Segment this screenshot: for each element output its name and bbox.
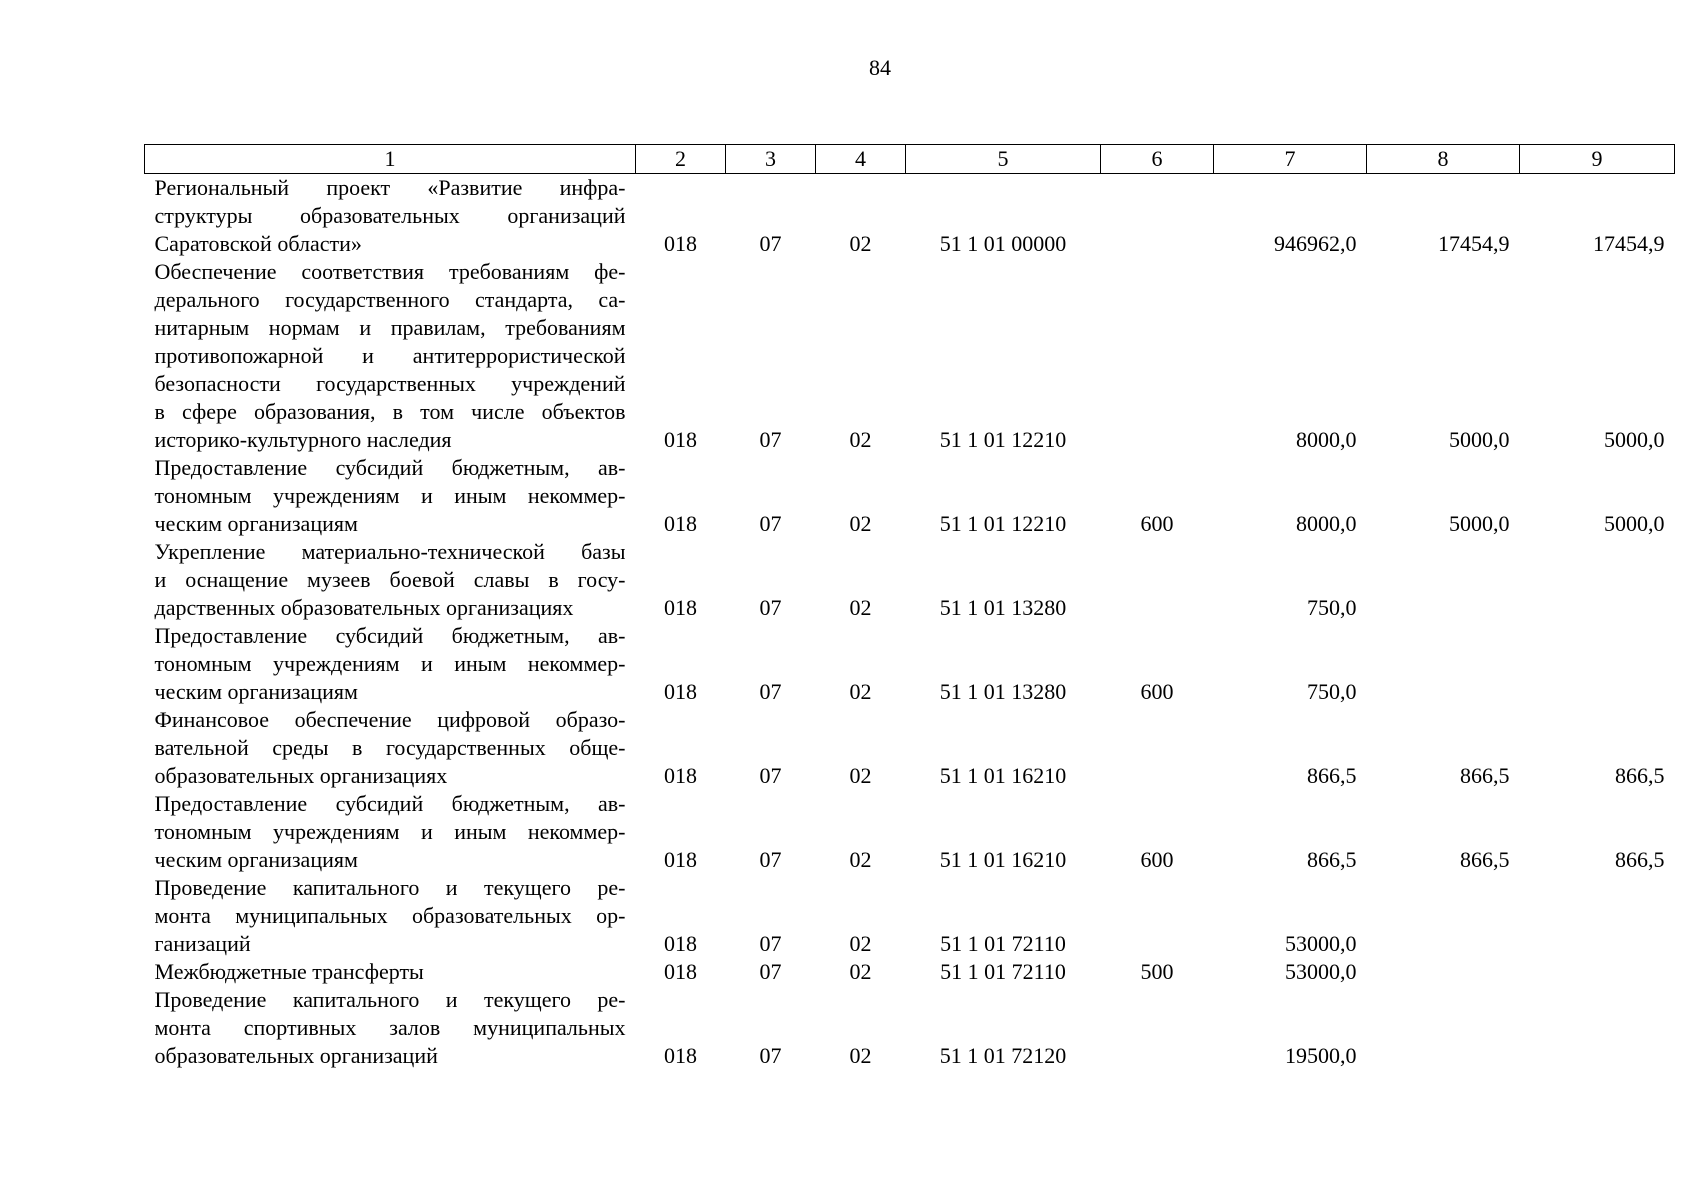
row-title-line: Саратовской области» — [154, 231, 362, 256]
division-code: 07 — [759, 959, 782, 984]
division-code: 07 — [759, 1043, 782, 1068]
row-title — [145, 454, 636, 538]
division-code: 07 — [759, 679, 782, 704]
amount-col-7: 750,0 — [1307, 679, 1357, 704]
row-title — [145, 174, 636, 259]
subdivision-code: 02 — [849, 847, 872, 872]
target-article-code: 51 1 01 72110 — [940, 959, 1066, 984]
row-title — [145, 258, 636, 454]
header-col-6: 6 — [1101, 145, 1214, 174]
amount-col-9 — [1520, 538, 1675, 622]
amount-col-9 — [1520, 874, 1675, 958]
amount-col-9: 5000,0 — [1604, 511, 1665, 536]
row-title — [145, 958, 636, 986]
table-row — [145, 538, 1675, 622]
section-code: 018 — [664, 847, 697, 872]
row-title — [145, 874, 636, 958]
row-title-line: Проведение капитального и текущего ре- — [154, 987, 626, 1012]
table-row — [145, 958, 1675, 986]
page-number: 84 — [869, 55, 891, 80]
header-col-5: 5 — [906, 145, 1101, 174]
amount-col-7: 19500,0 — [1285, 1043, 1357, 1068]
subdivision-code: 02 — [849, 763, 872, 788]
section-code: 018 — [664, 595, 697, 620]
header-col-3: 3 — [726, 145, 816, 174]
row-title-line: монта спортивных залов муниципальных — [154, 1015, 626, 1040]
subdivision-code: 02 — [849, 595, 872, 620]
row-title-line: тономным учреждениям и иным некоммер- — [154, 819, 626, 844]
amount-col-8: 866,5 — [1460, 763, 1510, 788]
header-col-7: 7 — [1214, 145, 1367, 174]
section-code: 018 — [664, 679, 697, 704]
row-title-line: историко-культурного наследия — [154, 427, 452, 452]
header-col-9: 9 — [1520, 145, 1675, 174]
amount-col-9 — [1520, 958, 1675, 986]
division-code: 07 — [759, 931, 782, 956]
header-col-2: 2 — [636, 145, 726, 174]
row-title-line: нитарным нормам и правилам, требованиям — [154, 315, 626, 340]
table-row — [145, 622, 1675, 706]
target-article-code: 51 1 01 16210 — [939, 763, 1067, 788]
amount-col-8: 5000,0 — [1449, 511, 1510, 536]
table-row — [145, 790, 1675, 874]
division-code: 07 — [759, 763, 782, 788]
row-title — [145, 790, 636, 874]
row-title-line: структуры образовательных организаций — [154, 203, 626, 228]
expense-type-code — [1101, 174, 1214, 259]
amount-col-8 — [1367, 874, 1520, 958]
target-article-code: 51 1 01 13280 — [939, 679, 1067, 704]
row-title-line: монта муниципальных образовательных ор- — [154, 903, 626, 928]
row-title-line: безопасности государственных учреждений — [154, 371, 626, 396]
budget-table — [144, 144, 1675, 1070]
amount-col-8: 17454,9 — [1438, 231, 1510, 256]
division-code: 07 — [759, 511, 782, 536]
section-code: 018 — [664, 763, 697, 788]
subdivision-code: 02 — [849, 427, 872, 452]
row-title-line: тономным учреждениям и иным некоммер- — [154, 651, 626, 676]
target-article-code: 51 1 01 12210 — [939, 427, 1067, 452]
amount-col-9: 17454,9 — [1593, 231, 1665, 256]
subdivision-code: 02 — [849, 959, 872, 984]
row-title-line: образовательных организаций — [154, 1043, 438, 1068]
section-code: 018 — [664, 1043, 697, 1068]
amount-col-7: 8000,0 — [1296, 511, 1357, 536]
subdivision-code: 02 — [849, 511, 872, 536]
target-article-code: 51 1 01 12210 — [939, 511, 1067, 536]
amount-col-7: 53000,0 — [1285, 931, 1357, 956]
row-title-line: ческим организациям — [154, 847, 358, 872]
row-title — [145, 538, 636, 622]
amount-col-7: 53000,0 — [1285, 959, 1357, 984]
amount-col-9 — [1520, 622, 1675, 706]
row-title-line: Предоставление субсидий бюджетным, ав- — [154, 791, 626, 816]
amount-col-8: 5000,0 — [1449, 427, 1510, 452]
row-title-line: дарственных образовательных организациях — [154, 595, 574, 620]
row-title — [145, 986, 636, 1070]
row-title-line: Предоставление субсидий бюджетным, ав- — [154, 623, 626, 648]
expense-type-code: 600 — [1140, 679, 1174, 704]
division-code: 07 — [759, 595, 782, 620]
expense-type-code — [1101, 874, 1214, 958]
row-title-line: Укрепление материально-технической базы — [154, 539, 626, 564]
row-title-line: ганизаций — [154, 931, 251, 956]
section-code: 018 — [664, 959, 697, 984]
row-title-line: Финансовое обеспечение цифровой образо- — [154, 707, 626, 732]
row-title-line: и оснащение музеев боевой славы в госу- — [154, 567, 626, 592]
amount-col-8 — [1367, 622, 1520, 706]
amount-col-7: 750,0 — [1307, 595, 1357, 620]
target-article-code: 51 1 01 72110 — [940, 931, 1066, 956]
division-code: 07 — [759, 427, 782, 452]
row-title-line: вательной среды в государственных обще- — [154, 735, 626, 760]
table-row — [145, 986, 1675, 1070]
section-code: 018 — [664, 511, 697, 536]
target-article-code: 51 1 01 72120 — [939, 1043, 1067, 1068]
row-title-line: тономным учреждениям и иным некоммер- — [154, 483, 626, 508]
amount-col-8 — [1367, 538, 1520, 622]
division-code: 07 — [759, 847, 782, 872]
section-code: 018 — [664, 427, 697, 452]
section-code: 018 — [664, 931, 697, 956]
header-col-4: 4 — [816, 145, 906, 174]
header-col-8: 8 — [1367, 145, 1520, 174]
amount-col-8 — [1367, 958, 1520, 986]
subdivision-code: 02 — [849, 679, 872, 704]
row-title-line: Проведение капитального и текущего ре- — [154, 875, 626, 900]
row-title-line: в сфере образования, в том числе объектов — [154, 399, 626, 424]
expense-type-code — [1101, 986, 1214, 1070]
target-article-code: 51 1 01 00000 — [939, 231, 1067, 256]
amount-col-9: 5000,0 — [1604, 427, 1665, 452]
table-row — [145, 874, 1675, 958]
expense-type-code — [1101, 538, 1214, 622]
amount-col-7: 8000,0 — [1296, 427, 1357, 452]
amount-col-7: 866,5 — [1307, 763, 1357, 788]
row-title-line: Обеспечение соответствия требованиям фе- — [154, 259, 626, 284]
subdivision-code: 02 — [849, 231, 872, 256]
row-title — [145, 706, 636, 790]
subdivision-code: 02 — [849, 1043, 872, 1068]
row-title — [145, 622, 636, 706]
table-row — [145, 454, 1675, 538]
row-title-line: ческим организациям — [154, 679, 358, 704]
row-title-line: дерального государственного стандарта, са- — [154, 287, 626, 312]
expense-type-code — [1101, 706, 1214, 790]
expense-type-code: 600 — [1140, 847, 1174, 872]
row-title-line: Предоставление субсидий бюджетным, ав- — [154, 455, 626, 480]
target-article-code: 51 1 01 13280 — [939, 595, 1067, 620]
expense-type-code: 500 — [1140, 959, 1174, 984]
amount-col-9: 866,5 — [1615, 847, 1665, 872]
row-title-line: Региональный проект «Развитие инфра- — [154, 175, 626, 200]
row-title-line: ческим организациям — [154, 511, 358, 536]
amount-col-7: 946962,0 — [1274, 231, 1357, 256]
header-col-1: 1 — [145, 145, 636, 174]
table-body — [145, 174, 1675, 1071]
expense-type-code: 600 — [1140, 511, 1174, 536]
amount-col-8 — [1367, 986, 1520, 1070]
table-row — [145, 174, 1675, 259]
row-title-line: противопожарной и антитеррористической — [154, 343, 626, 368]
row-title-line: Межбюджетные трансферты — [154, 959, 424, 984]
amount-col-7: 866,5 — [1307, 847, 1357, 872]
division-code: 07 — [759, 231, 782, 256]
amount-col-9 — [1520, 986, 1675, 1070]
header-row — [145, 145, 1675, 174]
table-row — [145, 258, 1675, 454]
target-article-code: 51 1 01 16210 — [939, 847, 1067, 872]
amount-col-8: 866,5 — [1460, 847, 1510, 872]
table-row — [145, 706, 1675, 790]
expense-type-code — [1101, 258, 1214, 454]
row-title-line: образовательных организациях — [154, 763, 448, 788]
section-code: 018 — [664, 231, 697, 256]
amount-col-9: 866,5 — [1615, 763, 1665, 788]
subdivision-code: 02 — [849, 931, 872, 956]
